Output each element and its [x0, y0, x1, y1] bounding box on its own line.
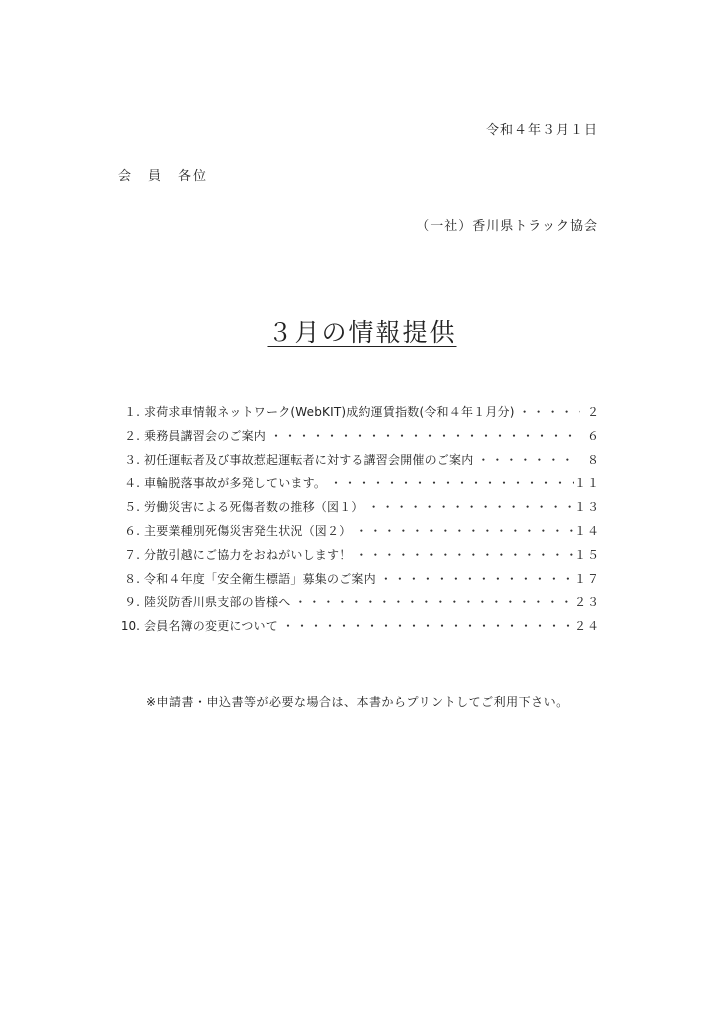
- toc-label: 乗務員講習会のご案内: [144, 428, 267, 443]
- toc-leader-dots: [278, 617, 574, 634]
- toc-page-number: １７: [573, 571, 600, 586]
- toc-leader-dots: [351, 522, 574, 539]
- toc-page-number: １４: [573, 523, 600, 538]
- toc-number: 10.: [120, 619, 140, 634]
- toc-item-7: [116, 546, 600, 570]
- toc-label: 労働災害による死傷者数の推移（図１）: [144, 500, 364, 515]
- page-title: [0, 313, 724, 349]
- toc-leader-dots: [515, 403, 580, 420]
- toc-label: 車輪脱落事故が多発しています。: [144, 476, 327, 491]
- toc-leader-dots: [326, 474, 574, 491]
- toc-leader-dots: [266, 427, 580, 444]
- toc-item-4: [116, 474, 600, 498]
- toc-page-number: ８: [586, 452, 600, 467]
- sender-organization: （一社）香川県トラック協会: [416, 219, 598, 234]
- toc-number: ７.: [124, 547, 140, 562]
- toc-label: 令和４年度「安全衛生標語」募集のご案内: [144, 571, 376, 586]
- toc-label: 主要業種別死傷災害発生状況（図２）: [144, 523, 352, 538]
- table-of-contents: [116, 403, 600, 641]
- addressee: 会 員 各位: [118, 169, 209, 184]
- toc-item-10: [116, 617, 600, 641]
- toc-number: ３.: [124, 452, 140, 467]
- toc-page-number: ２: [586, 405, 600, 419]
- toc-number: ４.: [124, 476, 140, 491]
- toc-page-number: １５: [573, 547, 600, 562]
- toc-number: ５.: [124, 500, 140, 515]
- toc-leader-dots: [290, 593, 574, 610]
- toc-page-number: ２３: [573, 595, 600, 610]
- toc-number: １.: [124, 405, 140, 419]
- toc-item-3: [116, 451, 600, 475]
- toc-page-number: １３: [573, 500, 600, 515]
- toc-leader-dots: [351, 546, 574, 563]
- page-title-text: ３月の情報提供: [267, 318, 457, 347]
- toc-item-6: [116, 522, 600, 546]
- toc-number: ８.: [124, 571, 140, 586]
- print-note: ※申請書・申込書等が必要な場合は、本書からプリントしてご利用下さい。: [146, 695, 569, 709]
- toc-item-5: [116, 498, 600, 522]
- toc-label: 陸災防香川県支部の皆様へ: [144, 595, 291, 610]
- toc-item-2: [116, 427, 600, 451]
- toc-item-1: [116, 403, 600, 427]
- toc-label: 初任運転者及び事故惹起運転者に対する講習会開催のご案内: [144, 452, 474, 467]
- toc-label: 会員名簿の変更について: [144, 619, 278, 634]
- toc-leader-dots: [364, 498, 574, 515]
- toc-label: 分散引越にご協力をおねがいします！: [144, 547, 352, 562]
- toc-page-number: ６: [586, 428, 600, 443]
- toc-leader-dots: [473, 451, 580, 468]
- toc-item-9: [116, 593, 600, 617]
- toc-number: ９.: [124, 595, 140, 610]
- document-date: 令和４年３月１日: [485, 123, 598, 138]
- toc-number: ６.: [124, 523, 140, 538]
- toc-number: ２.: [124, 428, 140, 443]
- toc-label: 求荷求車情報ネットワーク(WebKIT)成約運賃指数(令和４年１月分): [144, 405, 515, 419]
- toc-page-number: ２４: [573, 619, 600, 634]
- toc-page-number: １１: [573, 476, 600, 491]
- toc-item-8: [116, 570, 600, 594]
- toc-leader-dots: [376, 570, 574, 587]
